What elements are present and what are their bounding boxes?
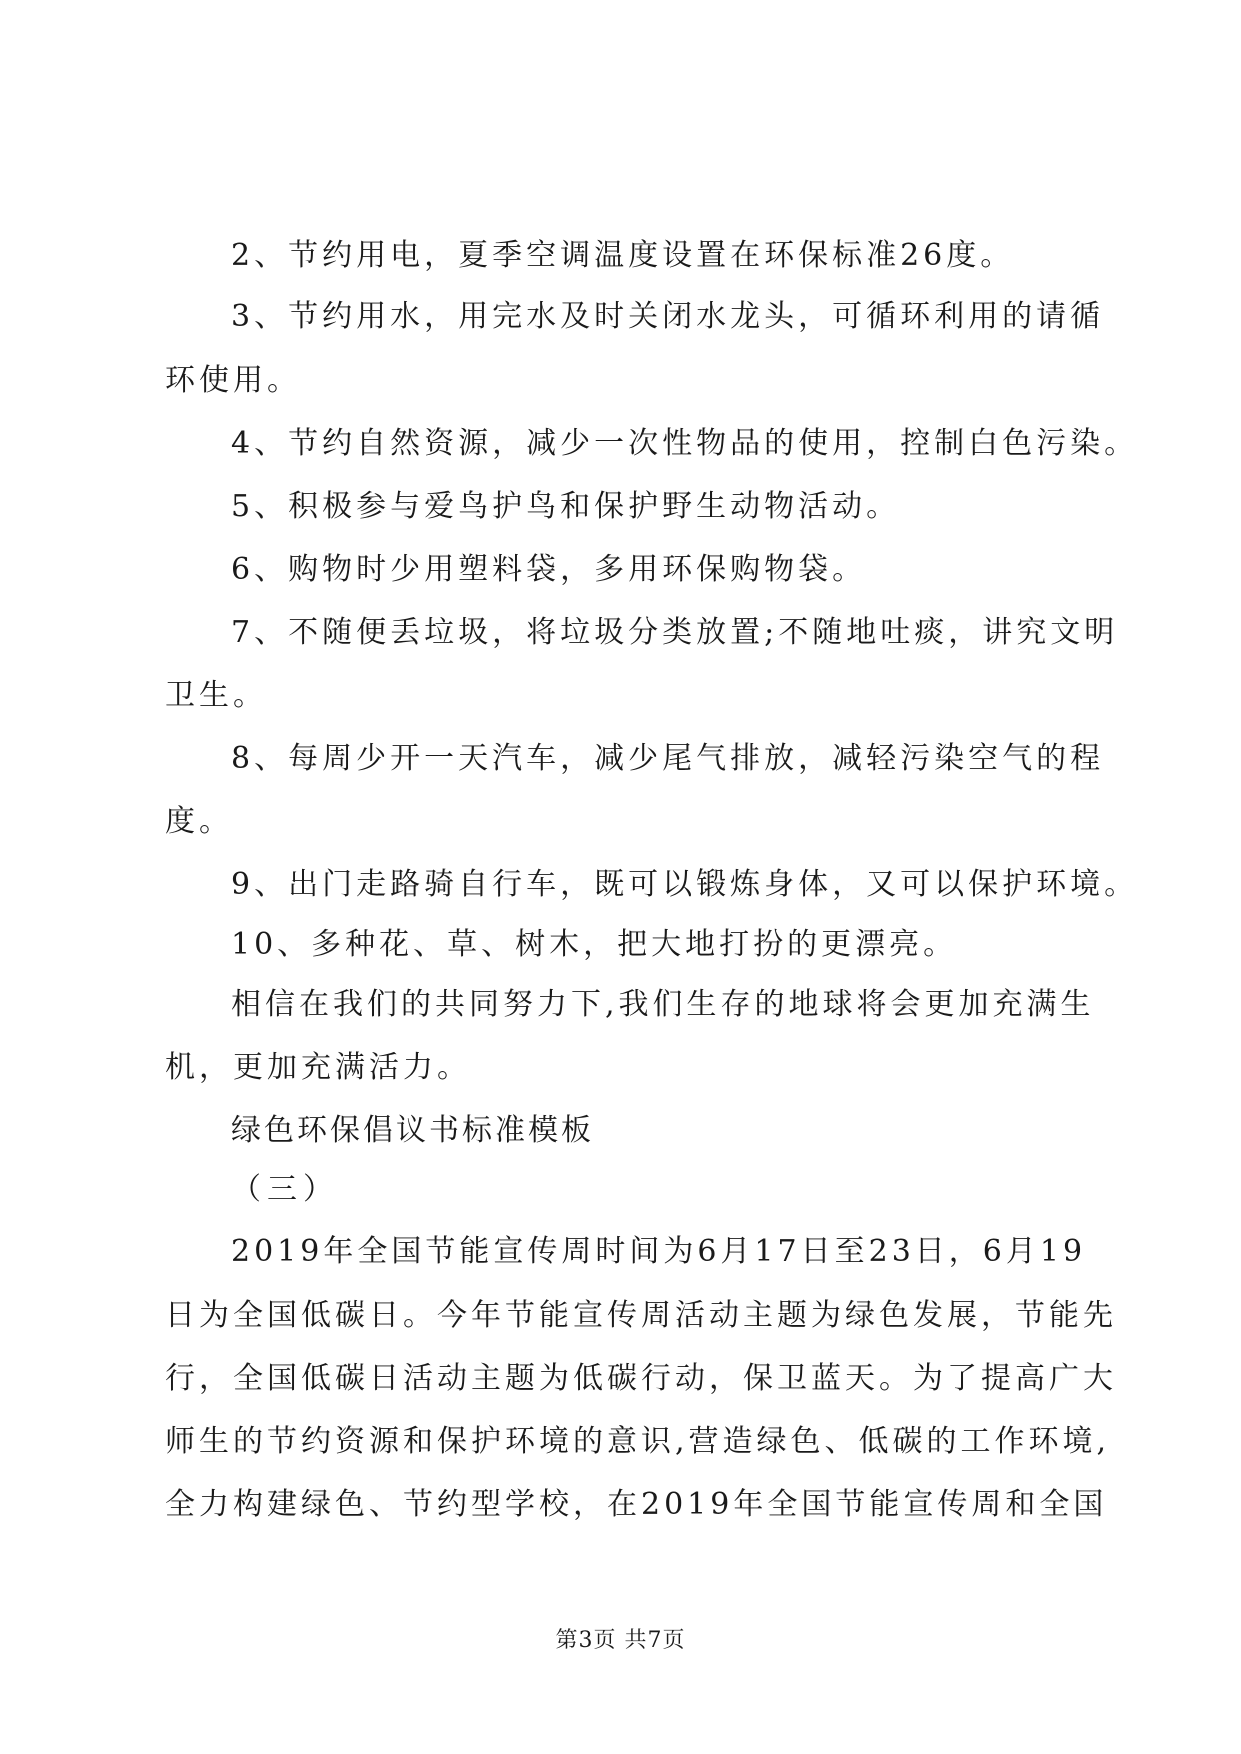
paragraph-line: 卫生。 <box>165 678 267 713</box>
paragraph-line: 6、购物时少用塑料袋，多用环保购物袋。 <box>231 552 867 587</box>
paragraph-line: 日为全国低碳日。今年节能宣传周活动主题为绿色发展，节能先 <box>165 1298 1117 1333</box>
paragraph-line: 3、节约用水，用完水及时关闭水龙头，可循环利用的请循 <box>231 299 1105 334</box>
paragraph-line: 4、节约自然资源，减少一次性物品的使用，控制白色污染。 <box>231 426 1139 461</box>
paragraph-line: 相信在我们的共同努力下,我们生存的地球将会更加充满生 <box>231 987 1095 1022</box>
paragraph-line: 9、出门走路骑自行车，既可以锻炼身体，又可以保护环境。 <box>231 867 1139 902</box>
paragraph-line: 度。 <box>165 804 233 839</box>
paragraph-line: 机，更加充满活力。 <box>165 1050 471 1085</box>
paragraph-line: 行，全国低碳日活动主题为低碳行动，保卫蓝天。为了提高广大 <box>165 1361 1117 1396</box>
page-footer: 第3页 共7页 <box>555 1628 686 1653</box>
paragraph-line: 2、节约用电，夏季空调温度设置在环保标准26度。 <box>231 238 1015 273</box>
paragraph-line: 师生的节约资源和保护环境的意识,营造绿色、低碳的工作环境, <box>165 1424 1111 1459</box>
paragraph-line: 5、积极参与爱鸟护鸟和保护野生动物活动。 <box>231 489 901 524</box>
paragraph-line: 环使用。 <box>165 363 301 398</box>
paragraph-line: 10、多种花、草、树木，把大地打扮的更漂亮。 <box>231 927 958 962</box>
section-title: 绿色环保倡议书标准模板 <box>231 1113 594 1148</box>
section-number: （三） <box>231 1172 339 1207</box>
paragraph-line: 全力构建绿色、节约型学校，在2019年全国节能宣传周和全国 <box>165 1487 1108 1522</box>
paragraph-line: 8、每周少开一天汽车，减少尾气排放，减轻污染空气的程 <box>231 741 1105 776</box>
paragraph-line: 2019年全国节能宣传周时间为6月17日至23日，6月19 <box>231 1234 1087 1269</box>
paragraph-line: 7、不随便丢垃圾，将垃圾分类放置;不随地吐痰，讲究文明 <box>231 615 1119 650</box>
